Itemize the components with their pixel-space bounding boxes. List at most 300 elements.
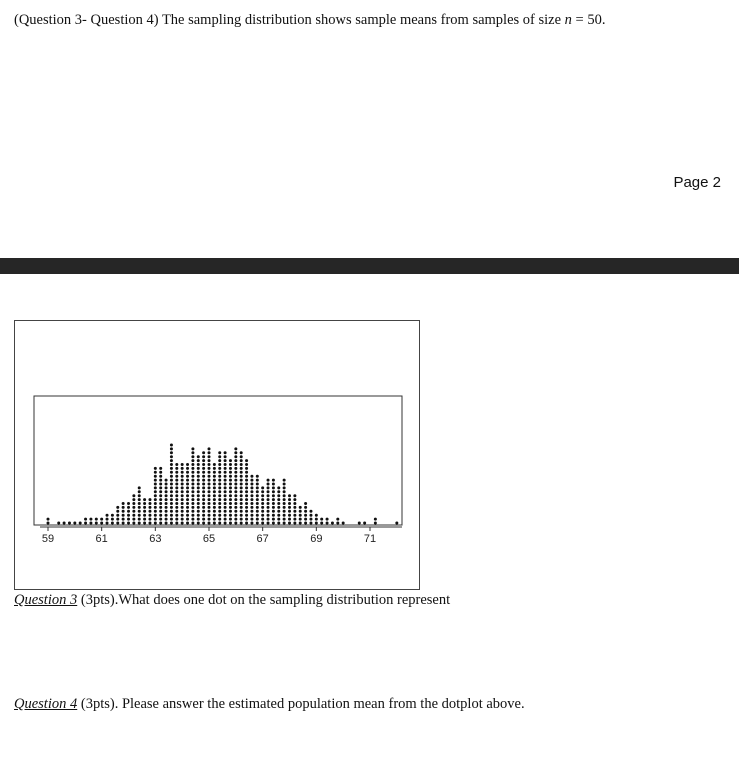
dot-mark xyxy=(181,475,184,478)
dot-mark xyxy=(186,467,189,470)
dot-mark xyxy=(213,471,216,474)
dot-mark xyxy=(315,514,318,517)
dot-mark xyxy=(245,471,248,474)
dot-mark xyxy=(272,479,275,482)
dot-mark xyxy=(175,471,178,474)
dot-mark xyxy=(154,502,157,505)
dot-mark xyxy=(256,486,259,489)
dot-mark xyxy=(159,475,162,478)
dot-mark xyxy=(267,514,270,517)
dot-mark xyxy=(240,451,243,454)
dot-mark xyxy=(224,518,227,521)
dot-mark xyxy=(261,502,264,505)
dot-mark xyxy=(277,506,280,509)
dot-mark xyxy=(132,522,135,525)
dot-mark xyxy=(186,475,189,478)
dot-mark xyxy=(267,479,270,482)
dot-mark xyxy=(170,447,173,450)
dot-mark xyxy=(197,459,200,462)
dot-mark xyxy=(154,486,157,489)
dot-mark xyxy=(234,498,237,501)
dot-mark xyxy=(122,502,125,505)
dot-mark xyxy=(245,494,248,497)
dot-mark xyxy=(170,479,173,482)
dot-mark xyxy=(256,510,259,513)
dot-mark xyxy=(304,518,307,521)
dot-mark xyxy=(186,486,189,489)
dot-mark xyxy=(213,510,216,513)
dot-mark xyxy=(213,522,216,525)
dot-mark xyxy=(208,447,211,450)
dot-mark xyxy=(208,471,211,474)
dot-mark xyxy=(197,486,200,489)
dot-mark xyxy=(181,467,184,470)
dot-mark xyxy=(277,514,280,517)
dot-mark xyxy=(143,514,146,517)
dot-mark xyxy=(283,522,286,525)
dot-mark xyxy=(122,522,125,525)
dot-mark xyxy=(293,518,296,521)
dot-mark xyxy=(234,490,237,493)
dot-mark xyxy=(240,522,243,525)
dot-mark xyxy=(148,518,151,521)
dot-mark xyxy=(229,459,232,462)
dot-mark xyxy=(288,502,291,505)
dot-mark xyxy=(106,522,109,525)
dot-mark xyxy=(191,514,194,517)
dot-mark xyxy=(234,447,237,450)
dot-mark xyxy=(234,510,237,513)
page-number: Page 2 xyxy=(673,174,721,191)
dot-mark xyxy=(363,522,366,525)
dot-mark xyxy=(197,498,200,501)
dot-mark xyxy=(197,502,200,505)
dot-mark xyxy=(315,522,318,525)
dot-mark xyxy=(218,506,221,509)
x-tick-label: 61 xyxy=(95,533,108,545)
dot-mark xyxy=(208,455,211,458)
dot-mark xyxy=(159,483,162,486)
dot-mark xyxy=(299,506,302,509)
dot-mark xyxy=(175,518,178,521)
dot-mark xyxy=(186,471,189,474)
dot-mark xyxy=(170,455,173,458)
dot-mark xyxy=(191,467,194,470)
dot-mark xyxy=(224,475,227,478)
dot-mark xyxy=(154,506,157,509)
dot-mark xyxy=(191,486,194,489)
dot-mark xyxy=(186,522,189,525)
dot-mark xyxy=(165,506,168,509)
dot-mark xyxy=(100,522,103,525)
dot-mark xyxy=(138,502,141,505)
dot-mark xyxy=(288,494,291,497)
dot-mark xyxy=(229,506,232,509)
dot-mark xyxy=(148,510,151,513)
dot-mark xyxy=(224,471,227,474)
dot-mark xyxy=(132,510,135,513)
dot-mark xyxy=(213,490,216,493)
dot-mark xyxy=(293,522,296,525)
dot-mark xyxy=(148,506,151,509)
dot-mark xyxy=(143,498,146,501)
dot-mark xyxy=(256,506,259,509)
dot-mark xyxy=(122,506,125,509)
x-tick-label: 71 xyxy=(363,533,377,545)
dot-mark xyxy=(181,486,184,489)
dot-mark xyxy=(181,463,184,466)
dot-mark xyxy=(197,494,200,497)
dot-mark xyxy=(202,510,205,513)
dot-mark xyxy=(229,498,232,501)
dot-mark xyxy=(245,483,248,486)
dot-mark xyxy=(245,479,248,482)
dot-mark xyxy=(213,506,216,509)
dot-mark xyxy=(283,494,286,497)
dot-mark xyxy=(213,483,216,486)
dot-mark xyxy=(111,514,114,517)
dot-mark xyxy=(224,479,227,482)
dot-mark xyxy=(288,514,291,517)
dot-mark xyxy=(224,502,227,505)
dot-mark xyxy=(197,510,200,513)
dot-mark xyxy=(175,498,178,501)
dot-mark xyxy=(143,502,146,505)
dot-mark xyxy=(240,463,243,466)
dot-mark xyxy=(224,490,227,493)
dot-mark xyxy=(175,467,178,470)
dot-mark xyxy=(197,506,200,509)
dot-mark xyxy=(213,479,216,482)
dot-mark xyxy=(208,479,211,482)
dot-mark xyxy=(326,522,329,525)
dot-mark xyxy=(132,502,135,505)
dot-mark xyxy=(208,463,211,466)
dot-mark xyxy=(288,510,291,513)
dot-mark xyxy=(175,479,178,482)
dot-mark xyxy=(181,506,184,509)
dot-mark xyxy=(154,498,157,501)
dot-mark xyxy=(224,522,227,525)
dot-mark xyxy=(138,486,141,489)
dot-mark xyxy=(342,522,345,525)
dot-mark xyxy=(202,479,205,482)
dot-mark xyxy=(165,502,168,505)
dot-mark xyxy=(218,514,221,517)
dot-mark xyxy=(175,486,178,489)
dot-mark xyxy=(267,518,270,521)
dot-mark xyxy=(234,522,237,525)
dot-mark xyxy=(250,475,253,478)
dot-mark xyxy=(202,471,205,474)
dot-mark xyxy=(208,451,211,454)
dot-mark xyxy=(197,455,200,458)
dotplot-chart xyxy=(15,321,419,589)
question-3-tag: Question 3 xyxy=(14,592,78,608)
dot-mark xyxy=(73,522,76,525)
dot-mark xyxy=(304,502,307,505)
dot-mark xyxy=(213,475,216,478)
dot-mark xyxy=(245,510,248,513)
dot-mark xyxy=(283,486,286,489)
dot-mark xyxy=(181,479,184,482)
dot-mark xyxy=(202,463,205,466)
dot-mark xyxy=(165,494,168,497)
dot-mark xyxy=(165,518,168,521)
dot-mark xyxy=(277,510,280,513)
dot-mark xyxy=(304,510,307,513)
dot-mark xyxy=(224,486,227,489)
dot-mark xyxy=(309,510,312,513)
dot-mark xyxy=(304,514,307,517)
dot-mark xyxy=(159,502,162,505)
dot-mark xyxy=(240,494,243,497)
dot-mark xyxy=(240,459,243,462)
dot-mark xyxy=(245,498,248,501)
dot-mark xyxy=(288,506,291,509)
dot-mark xyxy=(293,510,296,513)
dot-mark xyxy=(277,486,280,489)
dot-mark xyxy=(47,518,50,521)
dot-mark xyxy=(175,514,178,517)
dot-mark xyxy=(138,506,141,509)
dot-mark xyxy=(208,506,211,509)
dot-mark xyxy=(208,459,211,462)
dot-mark xyxy=(224,459,227,462)
dot-mark xyxy=(234,463,237,466)
dot-mark xyxy=(256,522,259,525)
dot-mark xyxy=(159,486,162,489)
x-tick-label: 69 xyxy=(310,533,323,545)
dot-mark xyxy=(186,483,189,486)
dot-mark xyxy=(283,506,286,509)
dot-mark xyxy=(272,518,275,521)
dot-mark xyxy=(224,510,227,513)
dot-mark xyxy=(288,498,291,501)
dot-mark xyxy=(261,510,264,513)
dot-mark xyxy=(256,518,259,521)
dot-mark xyxy=(208,494,211,497)
dot-mark xyxy=(154,494,157,497)
dot-mark xyxy=(336,518,339,521)
dot-mark xyxy=(288,522,291,525)
dot-mark xyxy=(208,475,211,478)
dot-mark xyxy=(213,486,216,489)
dot-mark xyxy=(224,455,227,458)
dot-mark xyxy=(154,490,157,493)
dot-mark xyxy=(229,494,232,497)
dot-mark xyxy=(191,479,194,482)
dot-mark xyxy=(138,514,141,517)
dot-mark xyxy=(229,486,232,489)
dot-mark xyxy=(181,490,184,493)
dot-mark xyxy=(181,514,184,517)
dot-mark xyxy=(191,510,194,513)
dot-mark xyxy=(240,506,243,509)
dot-mark xyxy=(229,483,232,486)
dot-mark xyxy=(293,502,296,505)
dot-mark xyxy=(202,518,205,521)
dot-mark xyxy=(202,486,205,489)
dot-mark xyxy=(213,467,216,470)
dot-mark xyxy=(272,510,275,513)
dot-mark xyxy=(229,471,232,474)
dot-mark xyxy=(202,514,205,517)
dot-mark xyxy=(240,479,243,482)
dot-mark xyxy=(267,494,270,497)
dot-mark xyxy=(186,518,189,521)
dot-mark xyxy=(250,483,253,486)
dot-mark xyxy=(47,522,50,525)
dot-mark xyxy=(277,522,280,525)
dot-mark xyxy=(218,479,221,482)
dot-mark xyxy=(175,494,178,497)
dot-mark xyxy=(191,518,194,521)
dot-mark xyxy=(395,522,398,525)
dot-mark xyxy=(213,518,216,521)
dot-mark xyxy=(272,514,275,517)
dot-mark xyxy=(138,522,141,525)
dot-mark xyxy=(315,518,318,521)
dot-mark xyxy=(288,518,291,521)
dot-mark xyxy=(186,510,189,513)
dot-mark xyxy=(175,475,178,478)
dot-mark xyxy=(213,514,216,517)
dot-mark xyxy=(186,494,189,497)
dot-mark xyxy=(224,483,227,486)
dot-mark xyxy=(234,455,237,458)
dot-mark xyxy=(218,494,221,497)
dot-mark xyxy=(208,522,211,525)
dot-mark xyxy=(277,494,280,497)
dot-mark xyxy=(197,463,200,466)
dot-mark xyxy=(127,510,130,513)
dot-mark xyxy=(261,490,264,493)
dot-mark xyxy=(181,471,184,474)
dot-mark xyxy=(240,490,243,493)
dot-mark xyxy=(234,518,237,521)
dot-mark xyxy=(111,518,114,521)
dot-mark xyxy=(218,459,221,462)
dot-mark xyxy=(245,463,248,466)
dot-mark xyxy=(229,463,232,466)
dot-mark xyxy=(202,490,205,493)
dot-mark xyxy=(229,522,232,525)
dot-mark xyxy=(170,486,173,489)
dot-mark xyxy=(122,514,125,517)
dot-mark xyxy=(148,522,151,525)
dot-mark xyxy=(250,506,253,509)
dot-mark xyxy=(229,514,232,517)
dot-mark xyxy=(293,506,296,509)
dot-mark xyxy=(191,483,194,486)
dot-mark xyxy=(256,498,259,501)
dot-mark xyxy=(218,471,221,474)
dot-mark xyxy=(240,467,243,470)
dot-mark xyxy=(170,483,173,486)
dot-mark xyxy=(240,455,243,458)
dot-mark xyxy=(170,471,173,474)
dot-mark xyxy=(79,522,82,525)
dot-mark xyxy=(245,490,248,493)
dot-mark xyxy=(218,463,221,466)
dot-mark xyxy=(127,522,130,525)
dot-mark xyxy=(127,502,130,505)
dot-mark xyxy=(277,498,280,501)
dot-mark xyxy=(159,518,162,521)
dot-mark xyxy=(272,494,275,497)
dot-mark xyxy=(132,514,135,517)
dot-mark xyxy=(181,498,184,501)
dot-mark xyxy=(191,463,194,466)
dot-mark xyxy=(267,486,270,489)
dot-mark xyxy=(84,522,87,525)
dot-mark xyxy=(186,502,189,505)
question-4-tag: Question 4 xyxy=(14,696,78,712)
dot-mark xyxy=(240,483,243,486)
dot-mark xyxy=(229,490,232,493)
dot-mark xyxy=(240,502,243,505)
dot-mark xyxy=(336,522,339,525)
dot-mark xyxy=(250,498,253,501)
dot-mark xyxy=(283,518,286,521)
dot-mark xyxy=(191,522,194,525)
dot-mark xyxy=(245,467,248,470)
dot-mark xyxy=(116,510,119,513)
dot-mark xyxy=(218,486,221,489)
dot-mark xyxy=(116,522,119,525)
dot-mark xyxy=(272,490,275,493)
page-separator-bar xyxy=(0,258,739,274)
dot-mark xyxy=(208,483,211,486)
dot-mark xyxy=(229,502,232,505)
dot-mark xyxy=(218,518,221,521)
dot-mark xyxy=(100,518,103,521)
dot-mark xyxy=(143,522,146,525)
dot-mark xyxy=(283,510,286,513)
dot-mark xyxy=(261,514,264,517)
dot-mark xyxy=(106,518,109,521)
dot-mark xyxy=(154,475,157,478)
dot-mark xyxy=(283,502,286,505)
dot-mark xyxy=(218,455,221,458)
dot-mark xyxy=(154,483,157,486)
dot-mark xyxy=(234,514,237,517)
dot-mark xyxy=(127,514,130,517)
dot-mark xyxy=(261,498,264,501)
dot-mark xyxy=(148,498,151,501)
dot-mark xyxy=(197,471,200,474)
dot-mark xyxy=(240,486,243,489)
dot-mark xyxy=(148,502,151,505)
dot-mark xyxy=(309,518,312,521)
dot-mark xyxy=(159,514,162,517)
dot-mark xyxy=(197,518,200,521)
dot-mark xyxy=(272,502,275,505)
dot-mark xyxy=(234,479,237,482)
dot-mark xyxy=(218,498,221,501)
dot-mark xyxy=(256,514,259,517)
dot-mark xyxy=(138,498,141,501)
dot-mark xyxy=(186,490,189,493)
dot-mark xyxy=(63,522,66,525)
dot-mark xyxy=(116,518,119,521)
dot-mark xyxy=(111,522,114,525)
dot-mark xyxy=(191,447,194,450)
dot-mark xyxy=(250,502,253,505)
dot-mark xyxy=(261,518,264,521)
dot-mark xyxy=(202,455,205,458)
